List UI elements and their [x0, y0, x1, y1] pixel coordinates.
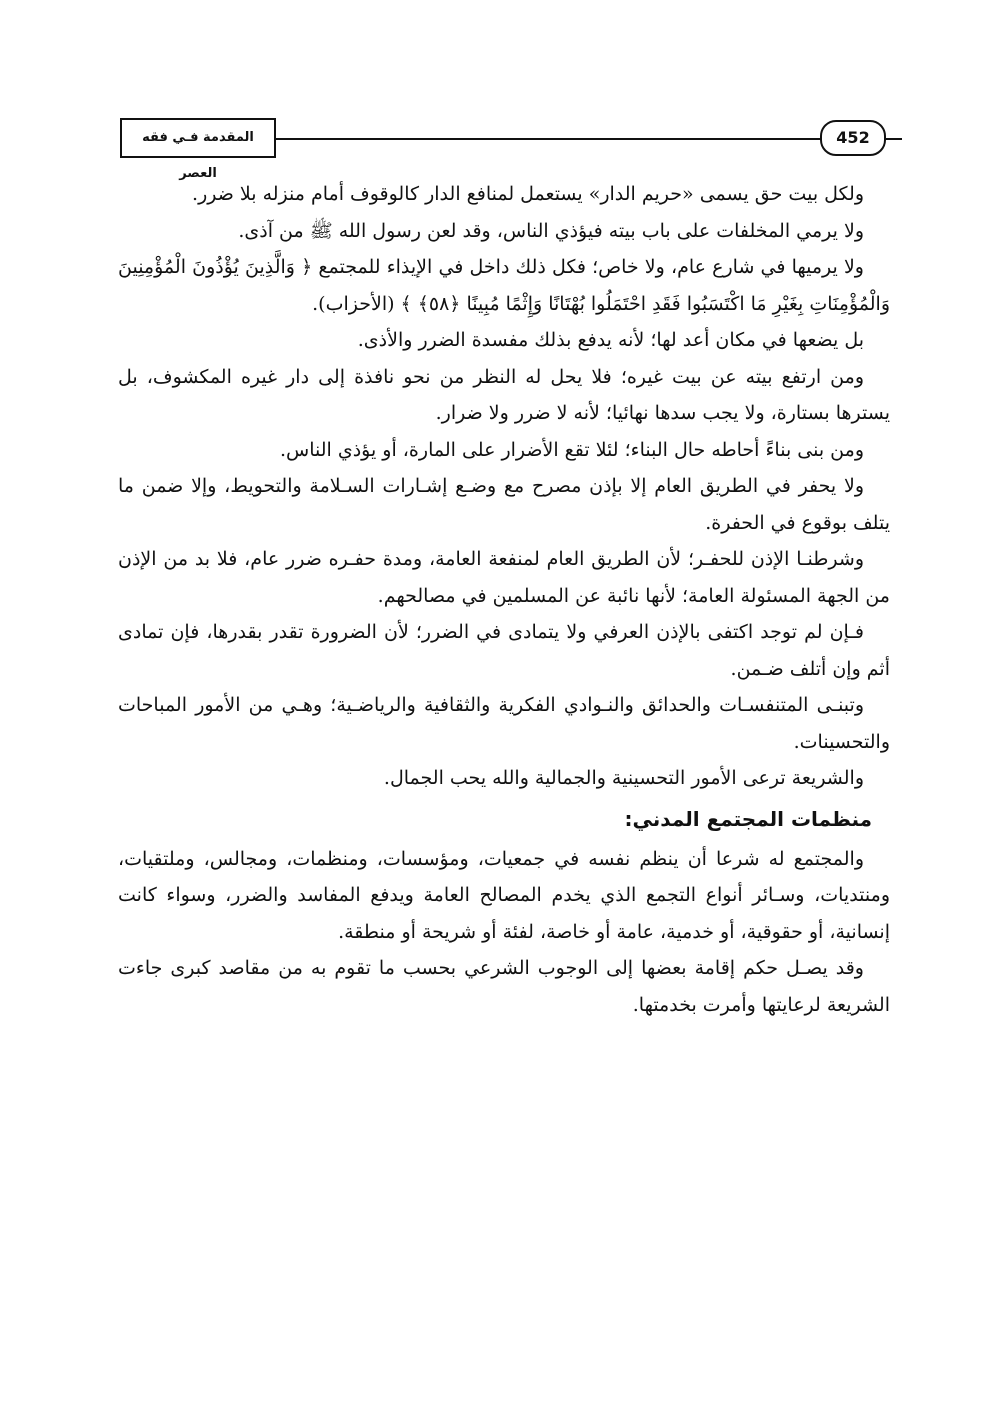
section-heading: منظمات المجتمع المدني: [624, 806, 872, 831]
paragraph: ولا يحفر في الطريق العام إلا بإذن مصرح مع وضـع إشـارات السـلامة والتحويط، وإلا ضمن ما يتلف بوقوع في الحفرة. [118, 475, 890, 534]
paragraph: ومن بنى بناءً أحاطه حال البناء؛ لئلا تقع الأضرار على المارة، أو يؤذي الناس. [279, 438, 864, 461]
paragraph: بل يضعها في مكان أعد لها؛ لأنه يدفع بذلك مفسدة الضرر والأذى. [357, 329, 864, 351]
paragraph-with-quran-verse: ولا يرميها في شارع عام، ولا خاص؛ فكل ذلك داخل في الإيذاء للمجتمع ﴿ وَالَّذِينَ يُؤْذُونَ الْمُؤْمِنِينَ وَالْمُؤْمِنَاتِ بِغَيْرِ مَا اكْتَسَبُوا فَقَدِ احْتَمَلُوا بُهْتَانًا وَإِثْمًا مُبِينًا ﴿٥٨﴾ ﴾ (الأحزاب). [118, 256, 890, 315]
paragraph: ومن ارتفع بيته عن بيت غيره؛ فلا يحل له النظر من نحو نافذة إلى دار غيره المكشوف، بل يسترها بستارة، ولا يجب سدها نهائيا؛ لأنه لا ضرر ولا ضرار. [118, 365, 890, 424]
page-header [98, 118, 908, 181]
paragraph: وقد يصـل حكم إقامة بعضها إلى الوجوب الشرعي بحسب ما تقوم به من مقاصد كبرى جاءت الشريعة لرعايتها وأمرت بخدمتها. [118, 957, 890, 1016]
page-body [118, 176, 890, 1023]
paragraph: وتبنـى المتنفسـات والحدائق والنـوادي الفكرية والثقافية والرياضـية؛ وهـي من الأمور المباحات والتحسينات. [118, 694, 890, 753]
page-number: 452 [820, 120, 886, 156]
paragraph: ولا يرمي المخلفات على باب بيته فيؤذي الناس، وقد لعن رسول الله ﷺ من آذى. [238, 219, 864, 242]
paragraph: والمجتمع له شرعا أن ينظم نفسه في جمعيات، ومؤسسات، ومنظمات، ومجالس، وملتقيات، ومنتديات، وسـائر أنواع التجمع الذي يخدم المصالح العامة ويدفع المفاسد والضرر، وسواء كانت إنسانية، أو حقوقية، أو خدمية، عامة أو خاصة، لفئة أو شريحة أو منطقة. [118, 847, 890, 943]
book-title: المقدمة فـي فقه العصر [120, 118, 276, 158]
paragraph: وشرطنـا الإذن للحفـر؛ لأن الطريق العام لمنفعة العامة، ومدة حفـره ضرر عام، فلا بد من الإذن من الجهة المسئولة العامة؛ لأنها نائبة عن المسلمين في مصالحهم. [118, 548, 890, 607]
header-rule [268, 138, 902, 140]
paragraph: والشريعة ترعى الأمور التحسينية والجمالية والله يحب الجمال. [383, 767, 864, 789]
paragraph: ولكل بيت حق يسمى «حريم الدار» يستعمل لمنافع الدار كالوقوف أمام منزله بلا ضرر. [192, 183, 864, 205]
paragraph: فـإن لم توجد اكتفى بالإذن العرفي ولا يتمادى في الضرر؛ لأن الضرورة تقدر بقدرها، فإن تمادى أثم وإن أتلف ضـمن. [118, 621, 890, 680]
